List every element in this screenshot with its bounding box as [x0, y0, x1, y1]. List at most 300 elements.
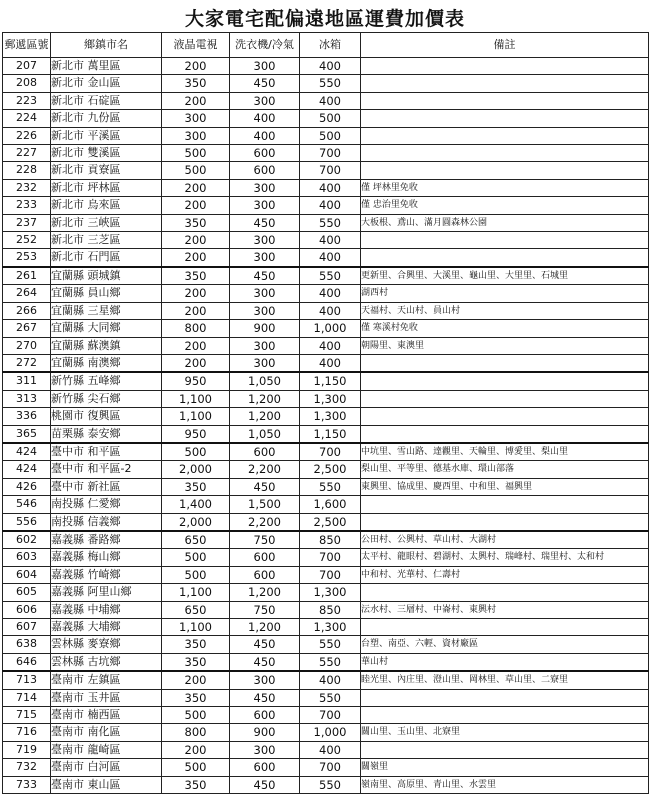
washer-fee-cell: 1,200	[230, 584, 300, 601]
washer-fee-cell: 300	[230, 671, 300, 689]
tv-fee-cell: 500	[162, 145, 230, 162]
zip-cell: 715	[3, 707, 51, 724]
fridge-fee-cell: 700	[300, 707, 361, 724]
fridge-fee-cell: 550	[300, 636, 361, 653]
area-cell: 新北市 石門區	[51, 249, 162, 267]
zip-cell: 208	[3, 75, 51, 92]
table-row	[3, 478, 649, 495]
zip-cell: 714	[3, 689, 51, 706]
area-cell: 桃園市 復興區	[51, 408, 162, 425]
table-row	[3, 372, 649, 390]
zip-cell: 227	[3, 145, 51, 162]
table-row	[3, 584, 649, 601]
tv-fee-cell: 200	[162, 58, 230, 75]
washer-fee-cell: 300	[230, 58, 300, 75]
washer-fee-cell: 600	[230, 759, 300, 776]
tv-fee-cell: 200	[162, 249, 230, 267]
fridge-fee-cell: 400	[300, 179, 361, 196]
header-tv: 液晶電視	[162, 33, 230, 58]
table-row	[3, 531, 649, 549]
note-cell: 中和村、光華村、仁壽村	[361, 566, 649, 583]
zip-cell: 264	[3, 285, 51, 302]
zip-cell: 719	[3, 741, 51, 758]
fridge-fee-cell: 850	[300, 531, 361, 549]
fridge-fee-cell: 400	[300, 92, 361, 109]
table-row	[3, 671, 649, 689]
zip-cell: 606	[3, 601, 51, 618]
tv-fee-cell: 350	[162, 776, 230, 793]
table-row	[3, 285, 649, 302]
washer-fee-cell: 400	[230, 127, 300, 144]
zip-cell: 226	[3, 127, 51, 144]
tv-fee-cell: 200	[162, 337, 230, 354]
zip-cell: 424	[3, 443, 51, 461]
washer-fee-cell: 450	[230, 689, 300, 706]
area-cell: 臺中市 新社區	[51, 478, 162, 495]
fridge-fee-cell: 700	[300, 566, 361, 583]
area-cell: 嘉義縣 大埔鄉	[51, 619, 162, 636]
table-row	[3, 759, 649, 776]
zip-cell: 556	[3, 513, 51, 531]
washer-fee-cell: 300	[230, 354, 300, 372]
note-cell	[361, 232, 649, 249]
note-cell	[361, 127, 649, 144]
zip-cell: 604	[3, 566, 51, 583]
fridge-fee-cell: 400	[300, 741, 361, 758]
area-cell: 新北市 三芝區	[51, 232, 162, 249]
fridge-fee-cell: 700	[300, 759, 361, 776]
table-row	[3, 776, 649, 793]
table-row	[3, 724, 649, 741]
washer-fee-cell: 450	[230, 636, 300, 653]
fridge-fee-cell: 700	[300, 145, 361, 162]
header-note: 備註	[361, 33, 649, 58]
note-cell: 中坑里、雪山路、達觀里、天輪里、博愛里、梨山里	[361, 443, 649, 461]
zip-cell: 546	[3, 496, 51, 513]
fridge-fee-cell: 400	[300, 197, 361, 214]
area-cell: 臺南市 左鎮區	[51, 671, 162, 689]
washer-fee-cell: 450	[230, 214, 300, 231]
washer-fee-cell: 300	[230, 92, 300, 109]
tv-fee-cell: 200	[162, 179, 230, 196]
table-row	[3, 337, 649, 354]
fridge-fee-cell: 550	[300, 214, 361, 231]
area-cell: 嘉義縣 番路鄉	[51, 531, 162, 549]
zip-cell: 313	[3, 390, 51, 407]
area-cell: 嘉義縣 梅山鄉	[51, 549, 162, 566]
tv-fee-cell: 800	[162, 320, 230, 337]
washer-fee-cell: 600	[230, 145, 300, 162]
tv-fee-cell: 350	[162, 636, 230, 653]
washer-fee-cell: 300	[230, 249, 300, 267]
table-row	[3, 145, 649, 162]
washer-fee-cell: 450	[230, 776, 300, 793]
table-row	[3, 75, 649, 92]
washer-fee-cell: 600	[230, 549, 300, 566]
area-cell: 新竹縣 尖石鄉	[51, 390, 162, 407]
header-area: 鄉鎮市名	[51, 33, 162, 58]
fridge-fee-cell: 1,300	[300, 408, 361, 425]
area-cell: 新北市 雙溪區	[51, 145, 162, 162]
washer-fee-cell: 450	[230, 75, 300, 92]
header-zip: 郵遞區號	[3, 33, 51, 58]
tv-fee-cell: 300	[162, 110, 230, 127]
zip-cell: 266	[3, 302, 51, 319]
washer-fee-cell: 750	[230, 531, 300, 549]
zip-cell: 365	[3, 425, 51, 443]
tv-fee-cell: 950	[162, 425, 230, 443]
note-cell	[361, 496, 649, 513]
note-cell	[361, 92, 649, 109]
table-row	[3, 92, 649, 109]
zip-cell: 732	[3, 759, 51, 776]
note-cell: 華山村	[361, 653, 649, 671]
area-cell: 宜蘭縣 蘇澳鎮	[51, 337, 162, 354]
washer-fee-cell: 1,200	[230, 619, 300, 636]
fridge-fee-cell: 400	[300, 671, 361, 689]
note-cell	[361, 75, 649, 92]
area-cell: 南投縣 信義鄉	[51, 513, 162, 531]
fridge-fee-cell: 550	[300, 653, 361, 671]
tv-fee-cell: 350	[162, 75, 230, 92]
tv-fee-cell: 500	[162, 707, 230, 724]
washer-fee-cell: 600	[230, 443, 300, 461]
tv-fee-cell: 1,100	[162, 619, 230, 636]
area-cell: 臺南市 南化區	[51, 724, 162, 741]
fridge-fee-cell: 550	[300, 478, 361, 495]
fridge-fee-cell: 2,500	[300, 513, 361, 531]
table-row	[3, 619, 649, 636]
zip-cell: 638	[3, 636, 51, 653]
washer-fee-cell: 1,200	[230, 390, 300, 407]
table-row	[3, 232, 649, 249]
tv-fee-cell: 300	[162, 127, 230, 144]
washer-fee-cell: 2,200	[230, 461, 300, 478]
fridge-fee-cell: 550	[300, 776, 361, 793]
area-cell: 臺南市 龍崎區	[51, 741, 162, 758]
tv-fee-cell: 500	[162, 443, 230, 461]
fee-table-body	[3, 58, 649, 794]
fridge-fee-cell: 400	[300, 58, 361, 75]
zip-cell: 605	[3, 584, 51, 601]
table-row	[3, 425, 649, 443]
table-row	[3, 179, 649, 196]
table-row	[3, 549, 649, 566]
fridge-fee-cell: 400	[300, 302, 361, 319]
washer-fee-cell: 2,200	[230, 513, 300, 531]
zip-cell: 336	[3, 408, 51, 425]
tv-fee-cell: 350	[162, 689, 230, 706]
zip-cell: 311	[3, 372, 51, 390]
tv-fee-cell: 1,400	[162, 496, 230, 513]
tv-fee-cell: 500	[162, 549, 230, 566]
fridge-fee-cell: 500	[300, 110, 361, 127]
zip-cell: 270	[3, 337, 51, 354]
washer-fee-cell: 300	[230, 285, 300, 302]
note-cell: 太平村、龍眼村、碧湖村、太興村、瑞峰村、瑞里村、太和村	[361, 549, 649, 566]
area-cell: 新北市 三峽區	[51, 214, 162, 231]
area-cell: 雲林縣 麥寮鄉	[51, 636, 162, 653]
fridge-fee-cell: 2,500	[300, 461, 361, 478]
zip-cell: 713	[3, 671, 51, 689]
table-row	[3, 267, 649, 285]
area-cell: 南投縣 仁愛鄉	[51, 496, 162, 513]
table-row	[3, 689, 649, 706]
fridge-fee-cell: 400	[300, 285, 361, 302]
table-row	[3, 513, 649, 531]
page-title: 大家電宅配偏遠地區運費加價表	[184, 8, 465, 30]
washer-fee-cell: 1,050	[230, 372, 300, 390]
zip-cell: 233	[3, 197, 51, 214]
tv-fee-cell: 200	[162, 232, 230, 249]
note-cell	[361, 707, 649, 724]
note-cell: 東興里、協成里、慶西里、中和里、福興里	[361, 478, 649, 495]
note-cell	[361, 425, 649, 443]
area-cell: 嘉義縣 阿里山鄉	[51, 584, 162, 601]
zip-cell: 237	[3, 214, 51, 231]
note-cell	[361, 408, 649, 425]
zip-cell: 224	[3, 110, 51, 127]
washer-fee-cell: 450	[230, 267, 300, 285]
fridge-fee-cell: 550	[300, 75, 361, 92]
tv-fee-cell: 200	[162, 92, 230, 109]
table-row	[3, 390, 649, 407]
tv-fee-cell: 650	[162, 531, 230, 549]
table-row	[3, 162, 649, 179]
note-cell	[361, 145, 649, 162]
note-cell: 關嶺里	[361, 759, 649, 776]
tv-fee-cell: 350	[162, 478, 230, 495]
tv-fee-cell: 950	[162, 372, 230, 390]
area-cell: 新竹縣 五峰鄉	[51, 372, 162, 390]
table-row	[3, 653, 649, 671]
washer-fee-cell: 900	[230, 320, 300, 337]
area-cell: 新北市 金山區	[51, 75, 162, 92]
fridge-fee-cell: 400	[300, 249, 361, 267]
fridge-fee-cell: 1,300	[300, 619, 361, 636]
tv-fee-cell: 1,100	[162, 584, 230, 601]
washer-fee-cell: 600	[230, 566, 300, 583]
note-cell	[361, 354, 649, 372]
tv-fee-cell: 350	[162, 214, 230, 231]
washer-fee-cell: 300	[230, 741, 300, 758]
washer-fee-cell: 400	[230, 110, 300, 127]
zip-cell: 228	[3, 162, 51, 179]
washer-fee-cell: 1,050	[230, 425, 300, 443]
washer-fee-cell: 450	[230, 653, 300, 671]
tv-fee-cell: 1,100	[162, 390, 230, 407]
note-cell	[361, 110, 649, 127]
tv-fee-cell: 200	[162, 302, 230, 319]
tv-fee-cell: 350	[162, 653, 230, 671]
area-cell: 臺南市 楠西區	[51, 707, 162, 724]
note-cell: 沄水村、三層村、中崙村、東興村	[361, 601, 649, 618]
table-row	[3, 443, 649, 461]
fridge-fee-cell: 500	[300, 127, 361, 144]
area-cell: 嘉義縣 中埔鄉	[51, 601, 162, 618]
note-cell: 朝陽里、東澳里	[361, 337, 649, 354]
zip-cell: 607	[3, 619, 51, 636]
note-cell	[361, 741, 649, 758]
area-cell: 新北市 石碇區	[51, 92, 162, 109]
tv-fee-cell: 200	[162, 285, 230, 302]
note-cell: 睦光里、內庄里、澄山里、岡林里、草山里、二寮里	[361, 671, 649, 689]
note-cell: 嶺南里、高原里、青山里、水雲里	[361, 776, 649, 793]
zip-cell: 252	[3, 232, 51, 249]
header-washer: 洗衣機/冷氣	[230, 33, 300, 58]
table-row	[3, 127, 649, 144]
tv-fee-cell: 800	[162, 724, 230, 741]
area-cell: 臺南市 玉井區	[51, 689, 162, 706]
note-cell: 湖西村	[361, 285, 649, 302]
table-row	[3, 636, 649, 653]
fridge-fee-cell: 1,150	[300, 425, 361, 443]
fee-table	[2, 32, 649, 794]
note-cell: 台塑、南亞、六輕、資材廠區	[361, 636, 649, 653]
note-cell	[361, 513, 649, 531]
fridge-fee-cell: 700	[300, 162, 361, 179]
washer-fee-cell: 450	[230, 478, 300, 495]
area-cell: 宜蘭縣 頭城鎮	[51, 267, 162, 285]
area-cell: 新北市 平溪區	[51, 127, 162, 144]
washer-fee-cell: 300	[230, 302, 300, 319]
table-header-row	[3, 33, 649, 58]
table-row	[3, 741, 649, 758]
tv-fee-cell: 2,000	[162, 513, 230, 531]
area-cell: 新北市 萬里區	[51, 58, 162, 75]
table-row	[3, 197, 649, 214]
area-cell: 苗栗縣 泰安鄉	[51, 425, 162, 443]
table-row	[3, 58, 649, 75]
zip-cell: 272	[3, 354, 51, 372]
note-cell: 公田村、公興村、草山村、大湖村	[361, 531, 649, 549]
table-row	[3, 496, 649, 513]
area-cell: 宜蘭縣 員山鄉	[51, 285, 162, 302]
area-cell: 臺中市 和平區-2	[51, 461, 162, 478]
tv-fee-cell: 200	[162, 197, 230, 214]
table-row	[3, 302, 649, 319]
washer-fee-cell: 300	[230, 232, 300, 249]
fridge-fee-cell: 400	[300, 232, 361, 249]
area-cell: 新北市 烏來區	[51, 197, 162, 214]
zip-cell: 232	[3, 179, 51, 196]
zip-cell: 646	[3, 653, 51, 671]
area-cell: 宜蘭縣 三星鄉	[51, 302, 162, 319]
washer-fee-cell: 300	[230, 337, 300, 354]
tv-fee-cell: 500	[162, 162, 230, 179]
zip-cell: 223	[3, 92, 51, 109]
tv-fee-cell: 200	[162, 354, 230, 372]
fridge-fee-cell: 1,300	[300, 584, 361, 601]
area-cell: 臺中市 和平區	[51, 443, 162, 461]
table-row	[3, 249, 649, 267]
note-cell	[361, 619, 649, 636]
washer-fee-cell: 750	[230, 601, 300, 618]
tv-fee-cell: 200	[162, 741, 230, 758]
fridge-fee-cell: 700	[300, 443, 361, 461]
zip-cell: 603	[3, 549, 51, 566]
note-cell: 關山里、玉山里、北寮里	[361, 724, 649, 741]
tv-fee-cell: 650	[162, 601, 230, 618]
zip-cell: 267	[3, 320, 51, 337]
washer-fee-cell: 600	[230, 162, 300, 179]
note-cell	[361, 58, 649, 75]
tv-fee-cell: 1,100	[162, 408, 230, 425]
note-cell: 梨山里、平等里、德基水庫、環山部落	[361, 461, 649, 478]
washer-fee-cell: 300	[230, 197, 300, 214]
tv-fee-cell: 350	[162, 267, 230, 285]
tv-fee-cell: 200	[162, 671, 230, 689]
area-cell: 宜蘭縣 大同鄉	[51, 320, 162, 337]
table-row	[3, 214, 649, 231]
zip-cell: 426	[3, 478, 51, 495]
note-cell	[361, 390, 649, 407]
washer-fee-cell: 1,200	[230, 408, 300, 425]
zip-cell: 207	[3, 58, 51, 75]
note-cell	[361, 584, 649, 601]
table-row	[3, 320, 649, 337]
area-cell: 臺南市 白河區	[51, 759, 162, 776]
fridge-fee-cell: 1,300	[300, 390, 361, 407]
fridge-fee-cell: 700	[300, 549, 361, 566]
tv-fee-cell: 500	[162, 759, 230, 776]
zip-cell: 253	[3, 249, 51, 267]
area-cell: 雲林縣 古坑鄉	[51, 653, 162, 671]
washer-fee-cell: 900	[230, 724, 300, 741]
fridge-fee-cell: 1,000	[300, 320, 361, 337]
fridge-fee-cell: 400	[300, 354, 361, 372]
table-row	[3, 408, 649, 425]
fridge-fee-cell: 550	[300, 689, 361, 706]
tv-fee-cell: 500	[162, 566, 230, 583]
washer-fee-cell: 600	[230, 707, 300, 724]
note-cell: 僅 坪林里免收	[361, 179, 649, 196]
note-cell: 僅 寒溪村免收	[361, 320, 649, 337]
table-row	[3, 354, 649, 372]
zip-cell: 602	[3, 531, 51, 549]
zip-cell: 733	[3, 776, 51, 793]
note-cell: 天福村、天山村、員山村	[361, 302, 649, 319]
table-row	[3, 461, 649, 478]
zip-cell: 716	[3, 724, 51, 741]
washer-fee-cell: 300	[230, 179, 300, 196]
note-cell: 更新里、合興里、大溪里、龜山里、大里里、石城里	[361, 267, 649, 285]
table-row	[3, 601, 649, 618]
table-row	[3, 566, 649, 583]
note-cell	[361, 249, 649, 267]
table-row	[3, 110, 649, 127]
area-cell: 臺南市 東山區	[51, 776, 162, 793]
fridge-fee-cell: 400	[300, 337, 361, 354]
zip-cell: 424	[3, 461, 51, 478]
note-cell: 大板根、鳶山、滿月圓森林公園	[361, 214, 649, 231]
tv-fee-cell: 2,000	[162, 461, 230, 478]
header-fridge: 冰箱	[300, 33, 361, 58]
area-cell: 新北市 九份區	[51, 110, 162, 127]
area-cell: 新北市 貢寮區	[51, 162, 162, 179]
area-cell: 新北市 坪林區	[51, 179, 162, 196]
fridge-fee-cell: 1,150	[300, 372, 361, 390]
fridge-fee-cell: 850	[300, 601, 361, 618]
note-cell	[361, 689, 649, 706]
fridge-fee-cell: 550	[300, 267, 361, 285]
table-row	[3, 707, 649, 724]
washer-fee-cell: 1,500	[230, 496, 300, 513]
note-cell	[361, 162, 649, 179]
fridge-fee-cell: 1,600	[300, 496, 361, 513]
fridge-fee-cell: 1,000	[300, 724, 361, 741]
area-cell: 嘉義縣 竹崎鄉	[51, 566, 162, 583]
